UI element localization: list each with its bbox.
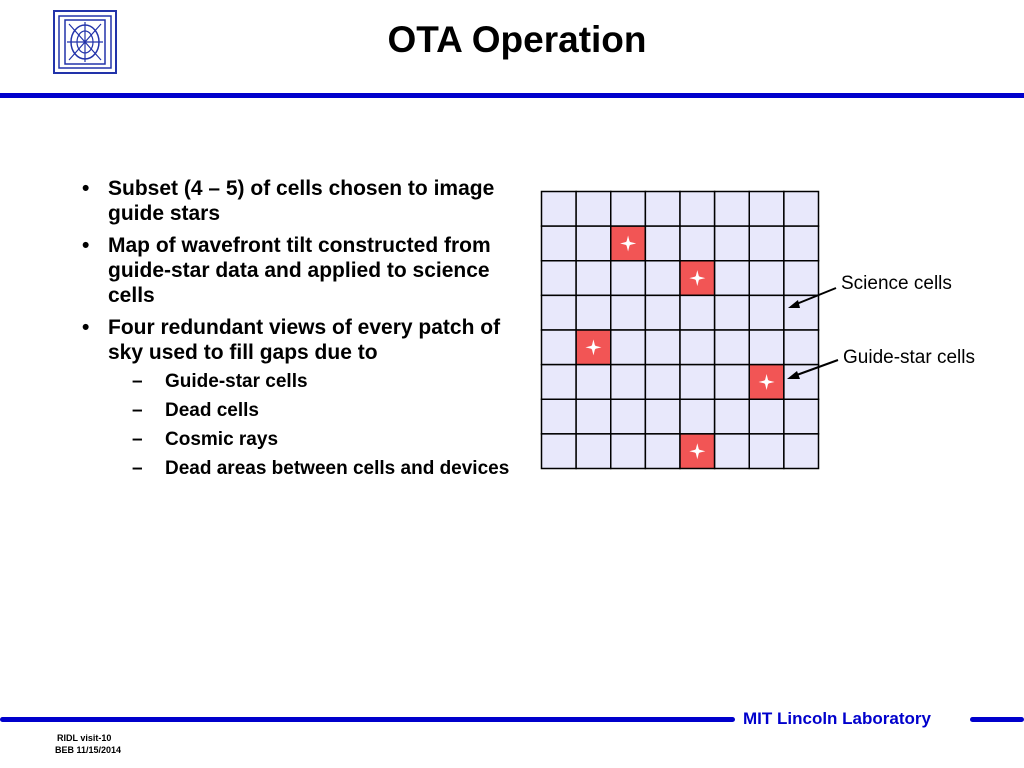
science-cell bbox=[715, 434, 750, 469]
footer-visit: RIDL visit-10 bbox=[57, 733, 112, 743]
science-cell bbox=[680, 399, 715, 434]
science-cell bbox=[645, 192, 680, 227]
science-cell bbox=[749, 399, 784, 434]
bullet-item bbox=[82, 233, 522, 308]
guide-arrow bbox=[794, 360, 838, 376]
science-cell bbox=[645, 365, 680, 400]
bullet-marker: • bbox=[82, 177, 90, 200]
cell-grid-diagram bbox=[540, 190, 820, 470]
science-cell bbox=[576, 399, 611, 434]
science-cell bbox=[645, 330, 680, 365]
bullet-text: Subset (4 – 5) of cells chosen to image guide stars bbox=[108, 177, 495, 225]
guide-arrowhead bbox=[787, 371, 800, 379]
sub-bullet-list bbox=[108, 371, 522, 480]
science-cell bbox=[611, 261, 646, 296]
sub-bullet-text: Cosmic rays bbox=[165, 429, 279, 450]
guide-star-core bbox=[695, 449, 700, 454]
science-cell bbox=[576, 295, 611, 330]
science-cell bbox=[715, 365, 750, 400]
bullet-marker: • bbox=[82, 234, 90, 257]
science-cell bbox=[576, 192, 611, 227]
header-divider bbox=[0, 93, 1024, 98]
guide-star-cells-label: Guide-star cells bbox=[843, 347, 975, 368]
science-cell bbox=[576, 226, 611, 261]
science-cell bbox=[749, 295, 784, 330]
science-cell bbox=[749, 226, 784, 261]
science-cell bbox=[576, 434, 611, 469]
science-cell bbox=[784, 226, 819, 261]
science-cell bbox=[542, 434, 577, 469]
science-cell bbox=[542, 192, 577, 227]
science-cell bbox=[715, 192, 750, 227]
sub-bullet-text: Guide-star cells bbox=[165, 371, 308, 392]
science-cell bbox=[749, 330, 784, 365]
science-cell bbox=[749, 261, 784, 296]
science-cell bbox=[576, 261, 611, 296]
sub-bullet-marker: – bbox=[132, 400, 143, 421]
science-cell bbox=[749, 192, 784, 227]
science-cell bbox=[645, 261, 680, 296]
science-cell bbox=[611, 330, 646, 365]
science-cell bbox=[715, 399, 750, 434]
science-cell bbox=[715, 226, 750, 261]
science-cell bbox=[645, 295, 680, 330]
science-cell bbox=[611, 399, 646, 434]
science-cell bbox=[680, 295, 715, 330]
guide-star-core bbox=[764, 379, 769, 384]
sub-bullet-marker: – bbox=[132, 371, 143, 392]
science-cell bbox=[611, 434, 646, 469]
guide-star-core bbox=[695, 275, 700, 280]
science-cell bbox=[715, 330, 750, 365]
science-cell bbox=[715, 295, 750, 330]
bullet-text: Map of wavefront tilt constructed from guide-star data and applied to science cells bbox=[108, 234, 491, 307]
bullet-marker: • bbox=[82, 316, 90, 339]
sub-bullet-item bbox=[108, 371, 522, 393]
science-cell bbox=[784, 399, 819, 434]
footer-divider bbox=[0, 717, 735, 722]
science-cell bbox=[680, 330, 715, 365]
sub-bullet-marker: – bbox=[132, 429, 143, 450]
bullet-text: Four redundant views of every patch of sky used to fill gaps due to bbox=[108, 316, 501, 364]
label-arrows bbox=[780, 280, 850, 390]
science-cell bbox=[611, 295, 646, 330]
science-cell bbox=[680, 226, 715, 261]
science-cell bbox=[611, 192, 646, 227]
sub-bullet-item bbox=[108, 400, 522, 422]
science-cell bbox=[784, 192, 819, 227]
bullet-item bbox=[82, 176, 522, 226]
science-cell bbox=[576, 365, 611, 400]
lab-name: MIT Lincoln Laboratory bbox=[743, 709, 931, 728]
science-cell bbox=[542, 365, 577, 400]
science-cell bbox=[542, 330, 577, 365]
science-cell bbox=[749, 434, 784, 469]
science-cell bbox=[645, 434, 680, 469]
science-cell bbox=[784, 434, 819, 469]
slide-title: OTA Operation bbox=[387, 19, 647, 60]
science-cell bbox=[542, 295, 577, 330]
science-arrowhead bbox=[788, 300, 800, 308]
sub-bullet-item bbox=[108, 429, 522, 451]
guide-star-core bbox=[591, 345, 596, 350]
science-cells-label: Science cells bbox=[841, 273, 952, 294]
science-cell bbox=[645, 399, 680, 434]
footer-divider-right bbox=[970, 717, 1024, 722]
science-cell bbox=[542, 399, 577, 434]
science-arrow bbox=[794, 288, 836, 305]
sub-bullet-marker: – bbox=[132, 458, 143, 479]
sub-bullet-text: Dead cells bbox=[165, 400, 259, 421]
science-cell bbox=[542, 226, 577, 261]
sub-bullet-text: Dead areas between cells and devices bbox=[165, 458, 510, 479]
bullet-list bbox=[82, 176, 522, 487]
guide-star-core bbox=[625, 241, 630, 246]
footer-date: BEB 11/15/2014 bbox=[55, 745, 122, 755]
science-cell bbox=[680, 192, 715, 227]
science-cell bbox=[680, 365, 715, 400]
science-cell bbox=[542, 261, 577, 296]
bullet-item bbox=[82, 315, 522, 480]
science-cell bbox=[715, 261, 750, 296]
science-cell bbox=[645, 226, 680, 261]
sub-bullet-item bbox=[108, 458, 522, 480]
science-cell bbox=[611, 365, 646, 400]
